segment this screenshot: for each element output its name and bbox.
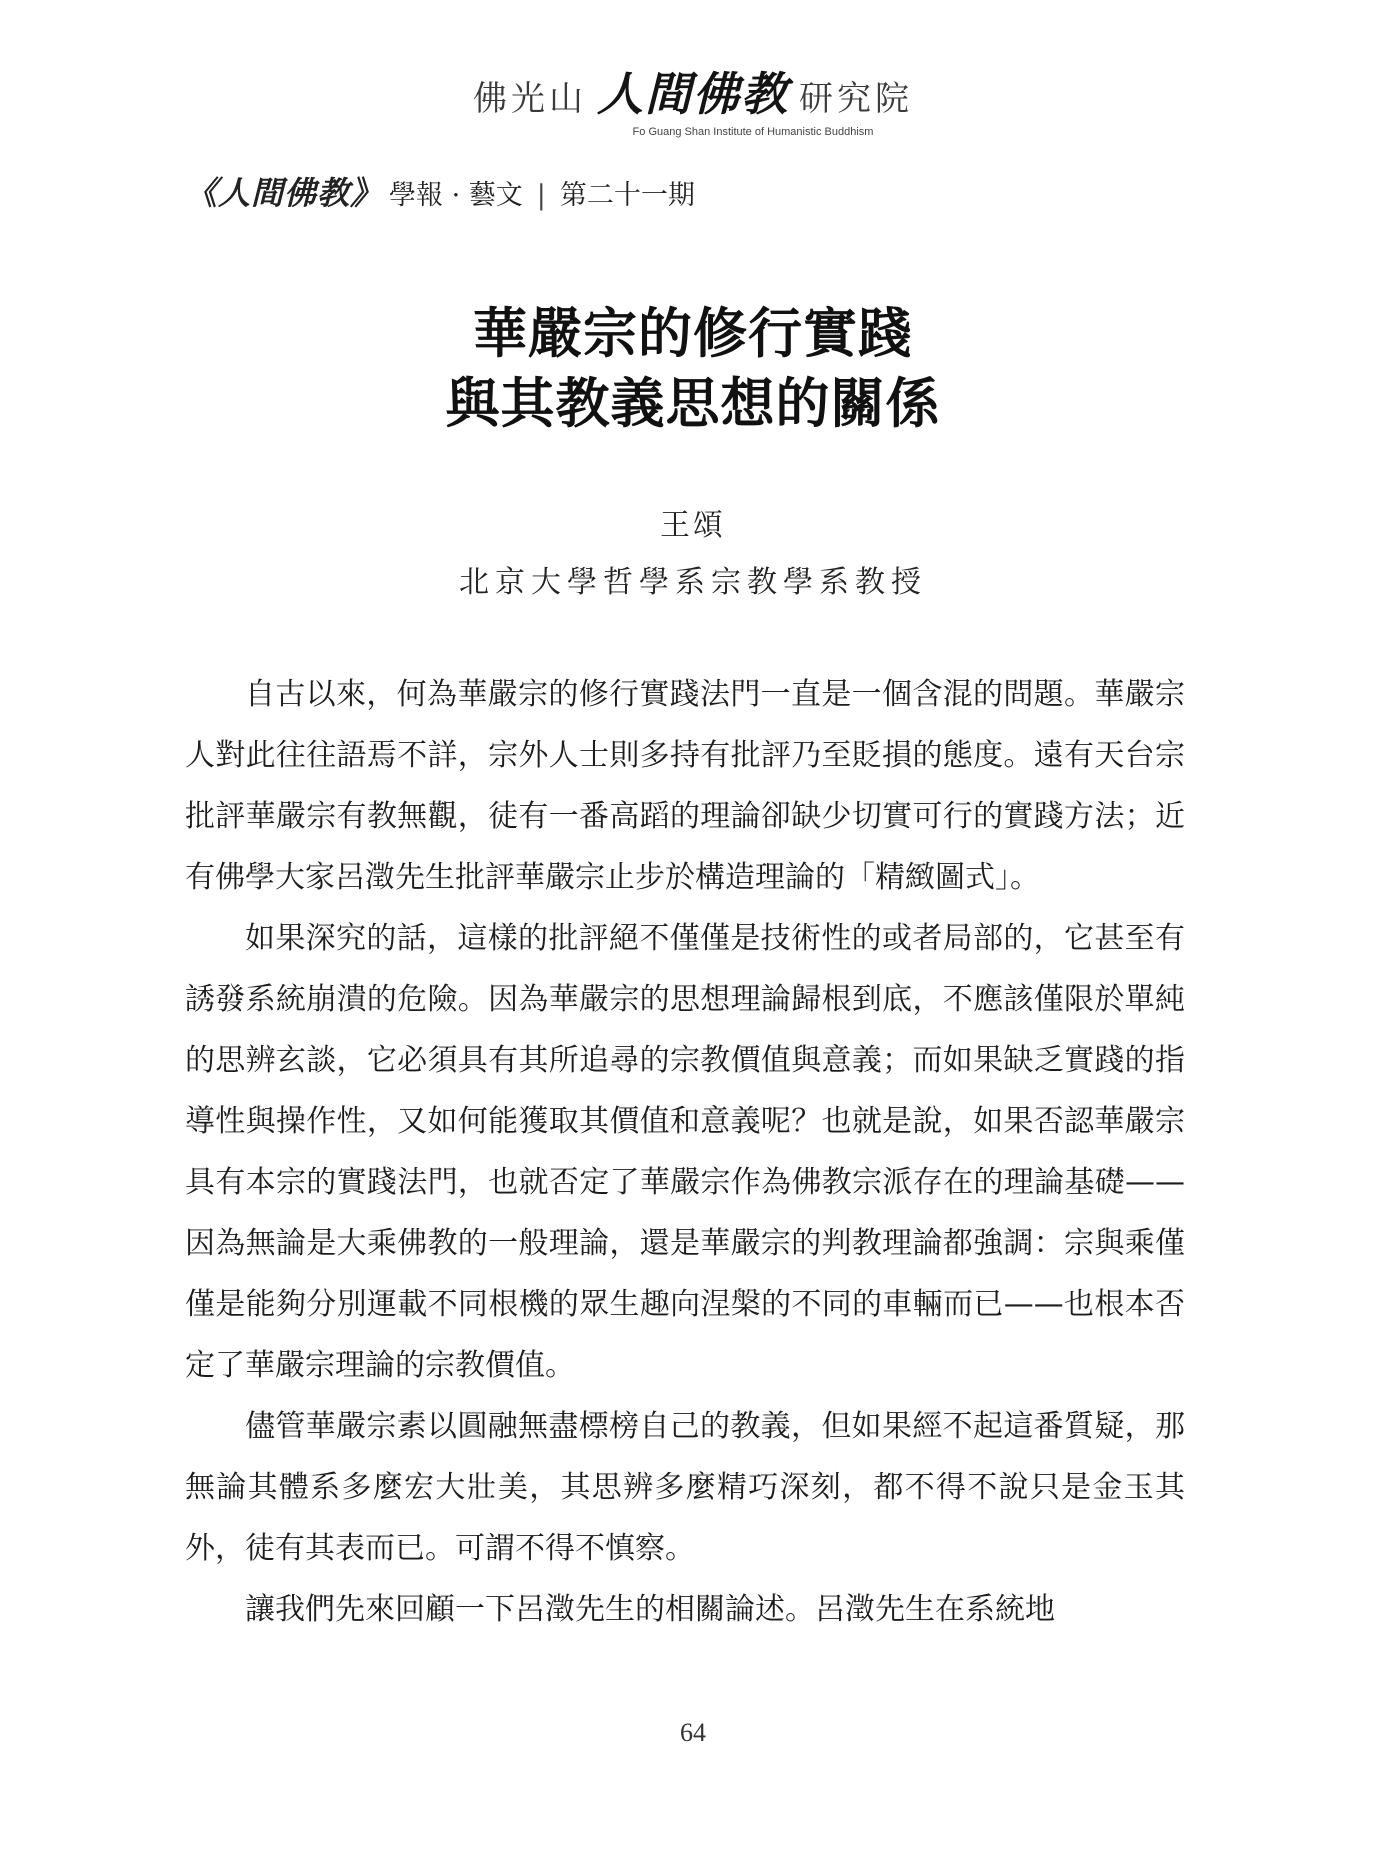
running-head-divider: | (536, 180, 546, 211)
institute-logo (473, 58, 913, 124)
paragraph: 如果深究的話，這樣的批評絕不僅僅是技術性的或者局部的，它甚至有誘發系統崩潰的危險。因為華嚴宗的思想理論歸根到底，不應該僅限於單純的思辨玄談，它必須具有其所追尋的宗教價值與意義；而如果缺乏實踐的指導性與操作性，又如何能獲取其價值和意義呢？也就是說，如果否認華嚴宗具有本宗的實踐法門，也就否定了華嚴宗作為佛教宗派存在的理論基礎——因為無論是大乘佛教的一般理論，還是華嚴宗的判教理論都強調：宗與乘僅僅是能夠分別運載不同根機的眾生趣向涅槃的不同的車輛而已——也根本否定了華嚴宗理論的宗教價值。 (185, 921, 1185, 1383)
article-title (0, 298, 1386, 438)
page-number: 64 (680, 1718, 706, 1747)
title-line-2: 與其教義思想的關係 (445, 371, 941, 435)
paragraph: 讓我們先來回顧一下呂澂先生的相關論述。呂澂先生在系統地 (245, 1592, 1055, 1627)
article-body (185, 664, 1185, 1640)
author-affiliation: 北京大學哲學系宗教學系教授 (459, 565, 927, 600)
journal-section: 學報 · 藝文 (389, 180, 523, 211)
masthead (0, 58, 1386, 138)
journal-issue: 第二十一期 (559, 180, 695, 211)
author-name: 王頌 (660, 508, 726, 543)
paragraph: 自古以來，何為華嚴宗的修行實踐法門一直是一個含混的問題。華嚴宗人對此往往語焉不詳，宗外人士則多持有批評乃至貶損的態度。遠有天台宗批評華嚴宗有教無觀，徒有一番高蹈的理論卻缺少切實可行的實踐方法；近有佛學大家呂澂先生批評華嚴宗止步於構造理論的「精緻圖式」。 (185, 677, 1185, 895)
paragraph: 儘管華嚴宗素以圓融無盡標榜自己的教義，但如果經不起這番質疑，那無論其體系多麼宏大壯美，其思辨多麼精巧深刻，都不得不說只是金玉其外，徒有其表而已。可謂不得不慎察。 (185, 1409, 1185, 1566)
masthead-right: 研究院 (799, 79, 913, 119)
title-line-1: 華嚴宗的修行實踐 (473, 301, 913, 365)
running-head (185, 168, 695, 214)
masthead-brand: 人間佛教 (597, 67, 789, 121)
masthead-subtitle: Fo Guang Shan Institute of Humanistic Buddhism (632, 126, 874, 138)
masthead-left: 佛光山 (473, 79, 587, 119)
journal-name: 《人間佛教》 (185, 174, 384, 212)
